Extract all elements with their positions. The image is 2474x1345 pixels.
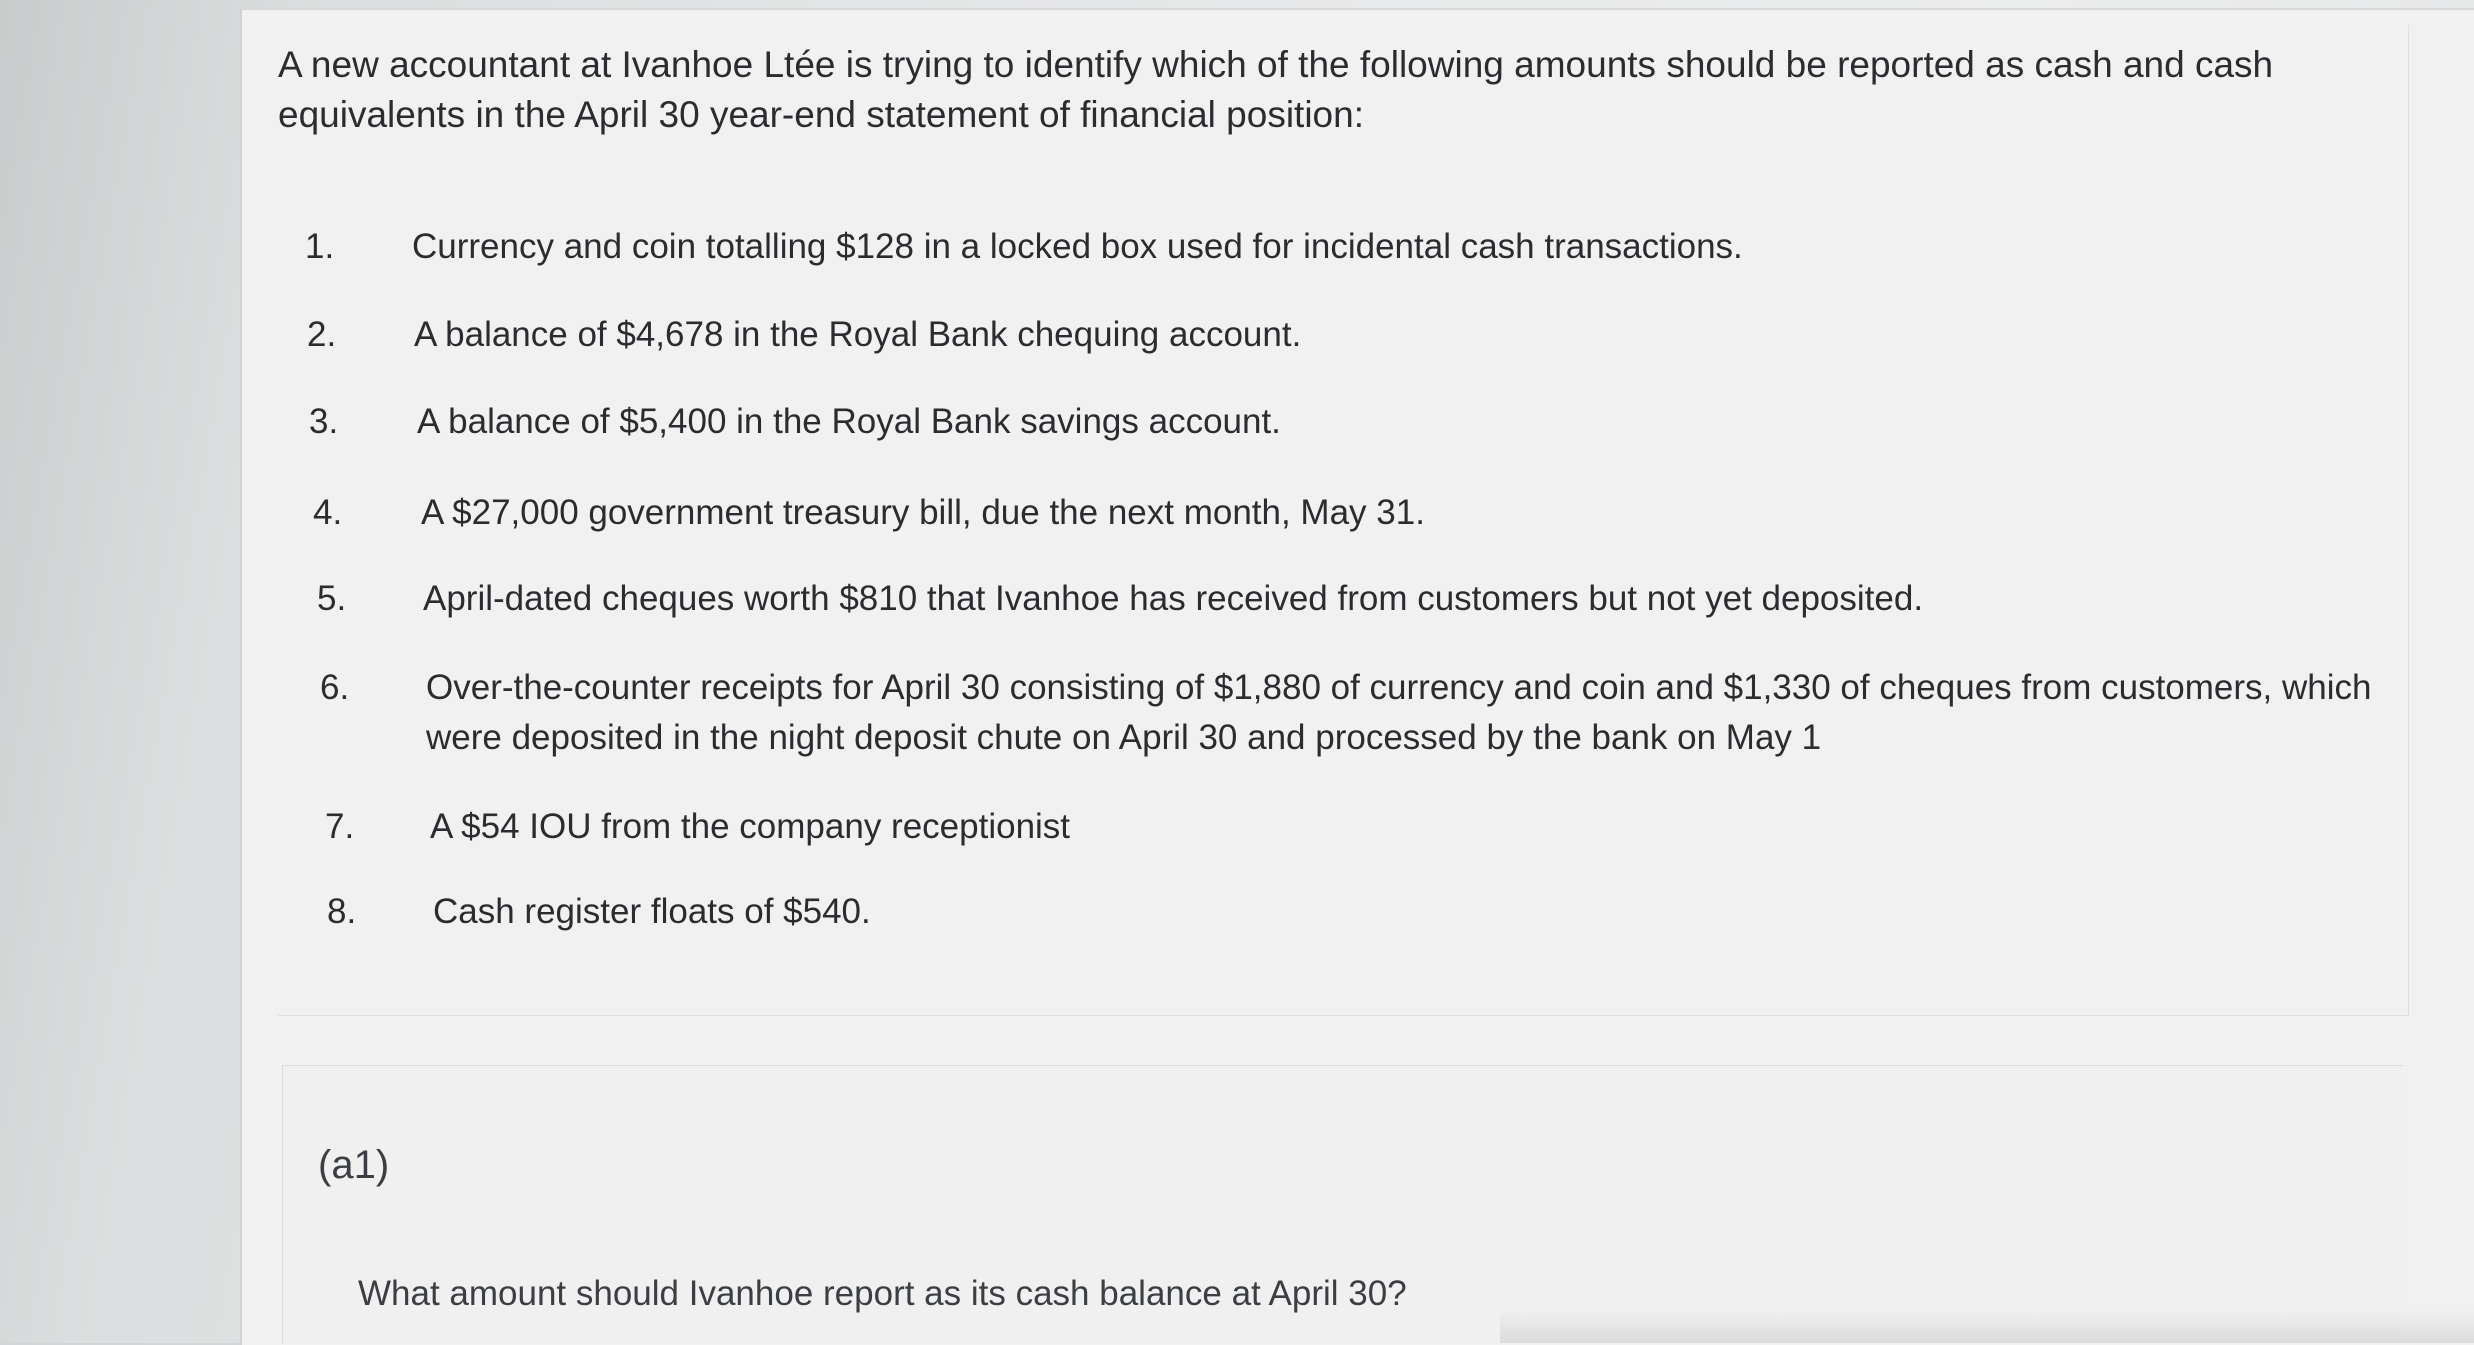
- list-item-text: A balance of $5,400 in the Royal Bank savings account.: [417, 402, 1281, 441]
- part-prompt: What amount should Ivanhoe report as its cash balance at April 30?: [358, 1274, 1407, 1313]
- list-item-number: 4.: [313, 493, 343, 532]
- list-item-text: Cash register floats of $540.: [433, 892, 871, 931]
- list-item-text: Currency and coin totalling $128 in a locked box used for incidental cash transactions.: [412, 227, 1743, 266]
- list-item-number: 8.: [327, 892, 357, 931]
- list-item-number: 6.: [320, 668, 350, 707]
- part-label: (a1): [318, 1143, 390, 1187]
- list-item-text: April-dated cheques worth $810 that Ivanhoe has received from customers but not yet deposited.: [423, 579, 1924, 618]
- list-item-number: 1.: [305, 227, 335, 266]
- list-item-number: 2.: [307, 315, 337, 354]
- list-item-text: Over-the-counter receipts for April 30 consisting of $1,880 of currency and coin and $1,330 of cheques from customers, which were deposited in the night deposit chute on April 30 and processed by the bank on May 1: [426, 668, 2372, 757]
- list-item-text: A balance of $4,678 in the Royal Bank chequing account.: [414, 315, 1302, 354]
- list-item-text: A $54 IOU from the company receptionist: [430, 807, 1071, 846]
- list-item-number: 3.: [309, 402, 339, 441]
- bottom-shade: [1500, 1310, 2474, 1343]
- question-intro: A new accountant at Ivanhoe Ltée is trying to identify which of the following amounts should be reported as cash and cash equivalents in the April 30 year-end statement of financial position:: [278, 44, 2274, 135]
- list-item-number: 5.: [317, 579, 347, 618]
- list-item-number: 7.: [325, 807, 355, 846]
- list-item-text: A $27,000 government treasury bill, due the next month, May 31.: [421, 493, 1425, 532]
